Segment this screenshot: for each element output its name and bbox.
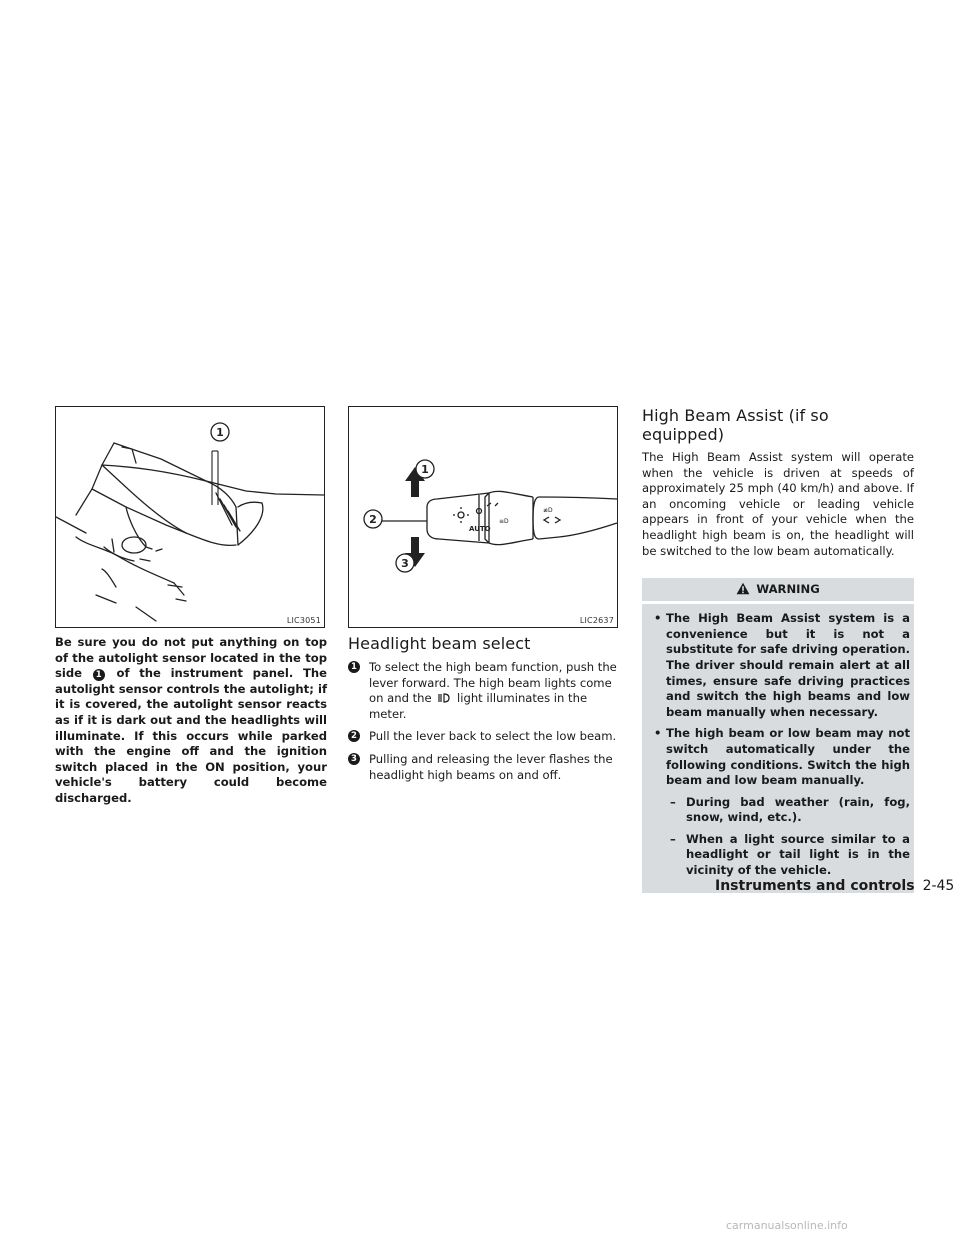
headlight-lever-figure — [348, 406, 618, 628]
list-item: 3 Pulling and releasing the lever flashes the headlight high beams on and off. — [348, 752, 620, 783]
warning-icon — [736, 582, 750, 595]
lever-illustration — [349, 407, 619, 629]
autolight-sensor-figure — [55, 406, 325, 628]
warning-box — [642, 578, 914, 893]
warning-header: WARNING — [642, 578, 914, 604]
warning-sub-item: – During bad weather (rain, fog, snow, wind, etc.). — [670, 794, 910, 825]
page-number: 2-45 — [922, 878, 955, 894]
autolight-caution-text: Be sure you do not put anything on top of the autolight sensor located in the top side 1 of the instrument panel. The autolight sensor controls the autolight; if it is covered, the autolight sensor reacts as if it is dark out and the headlights will illuminate. If this occurs while parked with the engine off and the ignition switch placed in the ON position, your vehicle's battery could become discharged. — [55, 635, 327, 805]
left-column — [55, 406, 327, 807]
headlight-section-title: Headlight beam select — [348, 634, 531, 653]
callout-1: 1 — [216, 426, 224, 439]
dashboard-illustration — [56, 407, 326, 629]
callout-2: 2 — [369, 513, 377, 526]
step-marker: 1 — [348, 661, 360, 673]
fog-symbol: ≢D — [543, 507, 553, 514]
footer-section: Instruments and controls — [715, 878, 915, 894]
middle-column — [348, 406, 620, 790]
step-marker: 2 — [348, 730, 360, 742]
callout-1: 1 — [421, 463, 429, 476]
warning-bullet: • The High Beam Assist system is a convenience but it is not a substitute for safe driving operation. The driver should remain alert at all times, ensure safe driving practices and switch the high beams and low beam manually when necessary. — [654, 611, 910, 719]
figure-code: LIC3051 — [286, 616, 321, 625]
high-beam-indicator-icon — [437, 693, 451, 703]
callout-3: 3 — [401, 557, 409, 570]
step-marker: 3 — [348, 753, 360, 765]
warning-sub-item: – When a light source similar to a headlight or tail light is in the vicinity of the vehicle. — [670, 831, 910, 878]
list-item: 2 Pull the lever back to select the low beam. — [348, 729, 620, 745]
watermark: carmanualsonline.info — [726, 1219, 848, 1232]
auto-label: AUTO — [469, 525, 491, 533]
low-beam-symbol: ≡D — [499, 518, 509, 525]
list-item: 1 To select the high beam function, push the lever forward. The high beam lights come on and the light illuminates in the meter. — [348, 660, 620, 722]
page-footer — [715, 878, 954, 894]
warning-bullet: • The high beam or low beam may not switch automatically under the following conditions. Switch the high beam and low beam manually. — [654, 726, 910, 788]
right-column — [642, 406, 914, 893]
step-marker: 1 — [93, 669, 105, 681]
hba-section-title: High Beam Assist (if so equipped) — [642, 406, 829, 444]
figure-code: LIC2637 — [579, 616, 614, 625]
hba-description: The High Beam Assist system will operate when the vehicle is driven at speeds of approximately 25 mph (40 km/h) and above. If an oncoming vehicle or leading vehicle appears in front of your vehicle when the headlight high beam is on, the headlight will be switched to the low beam automatically. — [642, 450, 914, 558]
